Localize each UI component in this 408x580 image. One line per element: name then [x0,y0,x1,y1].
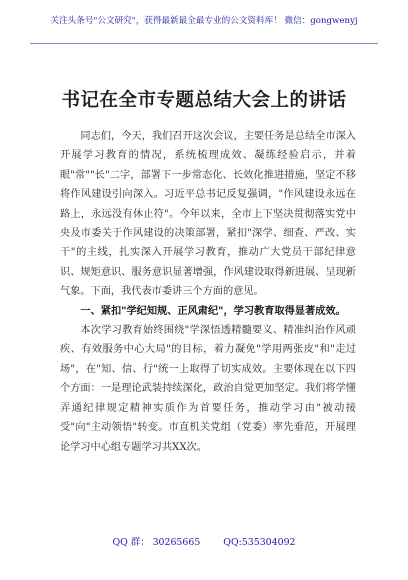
header-notice: 关注头条号"公文研究"，获得最新最全最专业的公文资料库！ 微信：gongwenyj [50,16,358,26]
intro-paragraph: 同志们，今天，我们召开这次会议，主要任务是总结全市深入开展学习教育的情况，系统梳理成效、凝练经验启示，并着眼"常""长"二字，部署下一步常态化、长效化推进措施，坚定不移将作风建设引向深入。习近平总书记反复强调，"作风建设永远在路上，永远没有休止符"。今年以来，全市上下坚决贯彻落实党中央及市委关于作风建设的决策部署，紧扣"深学、细查、严改、实干"的主线，扎实深入开展学习教育，推动广大党员干部纪律意识、规矩意识、服务意识显著增强，作风建设取得新进展、呈现新气象。下面，我代表市委讲三个方面的意见。 [60,131,356,298]
document-body [60,127,356,457]
footer-qq: QQ:535304092 [223,537,296,548]
footer-contact [0,534,408,548]
footer-qq-group: QQ 群： 30265665 [112,537,201,548]
section-heading: 一、紧扣"学纪知规、正风肃纪"，学习教育取得显著成效。 [80,304,346,317]
header-divider [30,43,378,44]
page-title: 书记在全市专题总结大会上的讲话 [61,90,347,111]
section-paragraph: 本次学习教育始终围绕"学深悟透精髓要义、精准纠治作风顽疾、有效服务中心大局"的目标，着力凝免"学用两张皮"和"走过场"，在"知、信、行"统一上取得了切实成效。主要体现在以下四个方面：一是理论武装持续深化，政治自觉更加坚定。我们将学懂弄通纪律规定精神实质作为首要任务，推动学习由"被动接受"向"主动领悟"转变。市直机关党组（党委）率先垂范，开展理论学习中心组专题学习共XX次。 [60,325,356,453]
